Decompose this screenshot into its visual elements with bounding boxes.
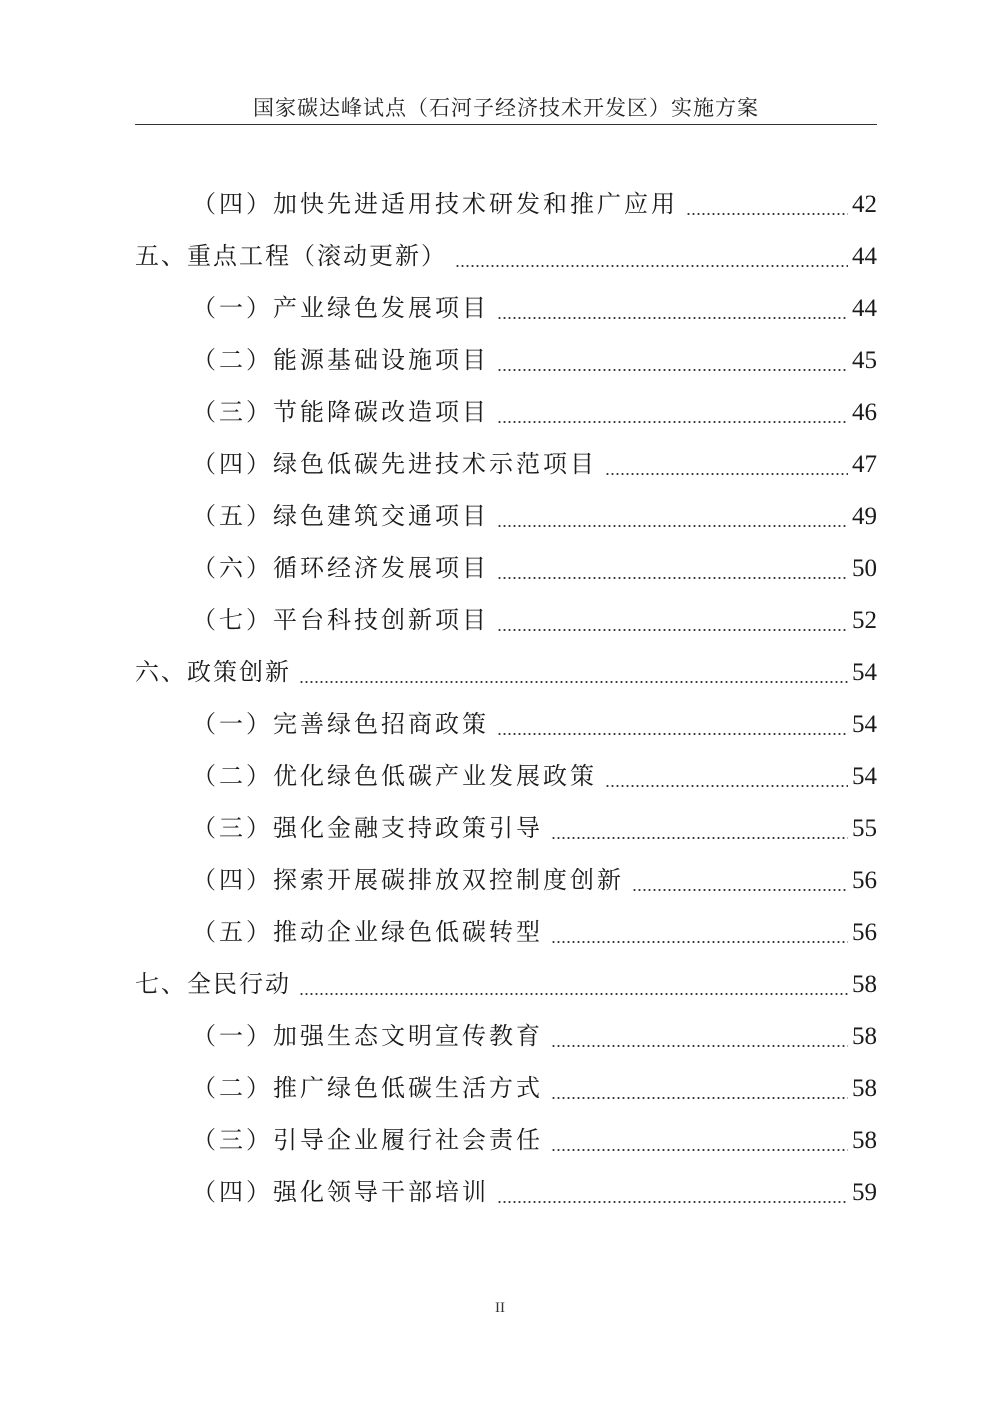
toc-entry-title: （三）节能降碳改造项目 xyxy=(192,398,489,426)
toc-entry[interactable] xyxy=(192,496,877,536)
toc-dot-leader xyxy=(299,681,848,683)
toc-dot-leader xyxy=(632,889,848,891)
toc-dot-leader xyxy=(299,993,848,995)
toc-entry-page: 42 xyxy=(852,191,877,218)
toc-entry[interactable] xyxy=(192,340,877,380)
toc-chapter-entry[interactable] xyxy=(135,652,877,692)
toc-entry-page: 56 xyxy=(852,867,877,894)
toc-entry-page: 52 xyxy=(852,607,877,634)
toc-dot-leader xyxy=(497,421,848,423)
toc-entry-title: （二）能源基础设施项目 xyxy=(192,346,489,374)
toc-entry-title: （四）强化领导干部培训 xyxy=(192,1178,489,1206)
toc-entry-title: （四）加快先进适用技术研发和推广应用 xyxy=(192,190,678,218)
toc-dot-leader xyxy=(551,1149,848,1151)
toc-dot-leader xyxy=(551,941,848,943)
toc-chapter-entry[interactable] xyxy=(135,964,877,1004)
toc-entry[interactable] xyxy=(192,1172,877,1212)
toc-entry-page: 46 xyxy=(852,399,877,426)
toc-entry[interactable] xyxy=(192,704,877,744)
toc-entry-title: （五）绿色建筑交通项目 xyxy=(192,502,489,530)
toc-dot-leader xyxy=(605,785,848,787)
toc-entry-title: （一）产业绿色发展项目 xyxy=(192,294,489,322)
toc-entry-page: 54 xyxy=(852,711,877,738)
toc-entry[interactable] xyxy=(192,1068,877,1108)
toc-dot-leader xyxy=(497,525,848,527)
toc-entry-title: 五、重点工程（滚动更新） xyxy=(135,242,447,270)
toc-dot-leader xyxy=(551,1045,848,1047)
toc-entry-title: （五）推动企业绿色低碳转型 xyxy=(192,918,543,946)
running-header: 国家碳达峰试点（石河子经济技术开发区）实施方案 xyxy=(253,96,759,120)
toc-entry-title: （六）循环经济发展项目 xyxy=(192,554,489,582)
toc-entry[interactable] xyxy=(192,600,877,640)
toc-entry[interactable] xyxy=(192,184,877,224)
toc-dot-leader xyxy=(551,1097,848,1099)
toc-entry-title: （二）推广绿色低碳生活方式 xyxy=(192,1074,543,1102)
toc-entry-title: 七、全民行动 xyxy=(135,970,291,998)
toc-dot-leader xyxy=(497,577,848,579)
toc-entry-title: （一）加强生态文明宣传教育 xyxy=(192,1022,543,1050)
toc-entry-page: 58 xyxy=(852,971,877,998)
toc-entry-page: 44 xyxy=(852,295,877,322)
toc-dot-leader xyxy=(497,369,848,371)
toc-entry-page: 55 xyxy=(852,815,877,842)
toc-dot-leader xyxy=(455,265,848,267)
toc-entry[interactable] xyxy=(192,808,877,848)
toc-entry-title: （三）引导企业履行社会责任 xyxy=(192,1126,543,1154)
toc-entry[interactable] xyxy=(192,860,877,900)
toc-entry[interactable] xyxy=(192,912,877,952)
page-number: II xyxy=(495,1300,505,1316)
toc-entry-title: 六、政策创新 xyxy=(135,658,291,686)
toc-dot-leader xyxy=(497,317,848,319)
toc-entry[interactable] xyxy=(192,756,877,796)
toc-entry-page: 44 xyxy=(852,243,877,270)
toc-chapter-entry[interactable] xyxy=(135,236,877,276)
toc-entry-page: 58 xyxy=(852,1075,877,1102)
toc-entry[interactable] xyxy=(192,288,877,328)
toc-entry-page: 50 xyxy=(852,555,877,582)
toc-entry-title: （二）优化绿色低碳产业发展政策 xyxy=(192,762,597,790)
toc-entry-page: 58 xyxy=(852,1127,877,1154)
toc-entry-title: （四）探索开展碳排放双控制度创新 xyxy=(192,866,624,894)
toc-dot-leader xyxy=(497,1201,848,1203)
toc-dot-leader xyxy=(497,629,848,631)
toc-entry-title: （四）绿色低碳先进技术示范项目 xyxy=(192,450,597,478)
toc-entry[interactable] xyxy=(192,392,877,432)
toc-entry[interactable] xyxy=(192,1120,877,1160)
toc-dot-leader xyxy=(686,213,848,215)
toc-entry-page: 58 xyxy=(852,1023,877,1050)
toc-entry[interactable] xyxy=(192,444,877,484)
toc-dot-leader xyxy=(497,733,848,735)
toc-entry-title: （七）平台科技创新项目 xyxy=(192,606,489,634)
toc-entry-page: 45 xyxy=(852,347,877,374)
toc-entry[interactable] xyxy=(192,548,877,588)
toc-entry-page: 59 xyxy=(852,1179,877,1206)
toc-entry-title: （一）完善绿色招商政策 xyxy=(192,710,489,738)
toc-entry-page: 56 xyxy=(852,919,877,946)
toc-dot-leader xyxy=(551,837,848,839)
toc-entry-page: 47 xyxy=(852,451,877,478)
header-rule xyxy=(135,124,877,125)
toc-dot-leader xyxy=(605,473,848,475)
toc-entry[interactable] xyxy=(192,1016,877,1056)
toc-entry-page: 54 xyxy=(852,763,877,790)
toc-entry-title: （三）强化金融支持政策引导 xyxy=(192,814,543,842)
toc-entry-page: 49 xyxy=(852,503,877,530)
toc-entry-page: 54 xyxy=(852,659,877,686)
